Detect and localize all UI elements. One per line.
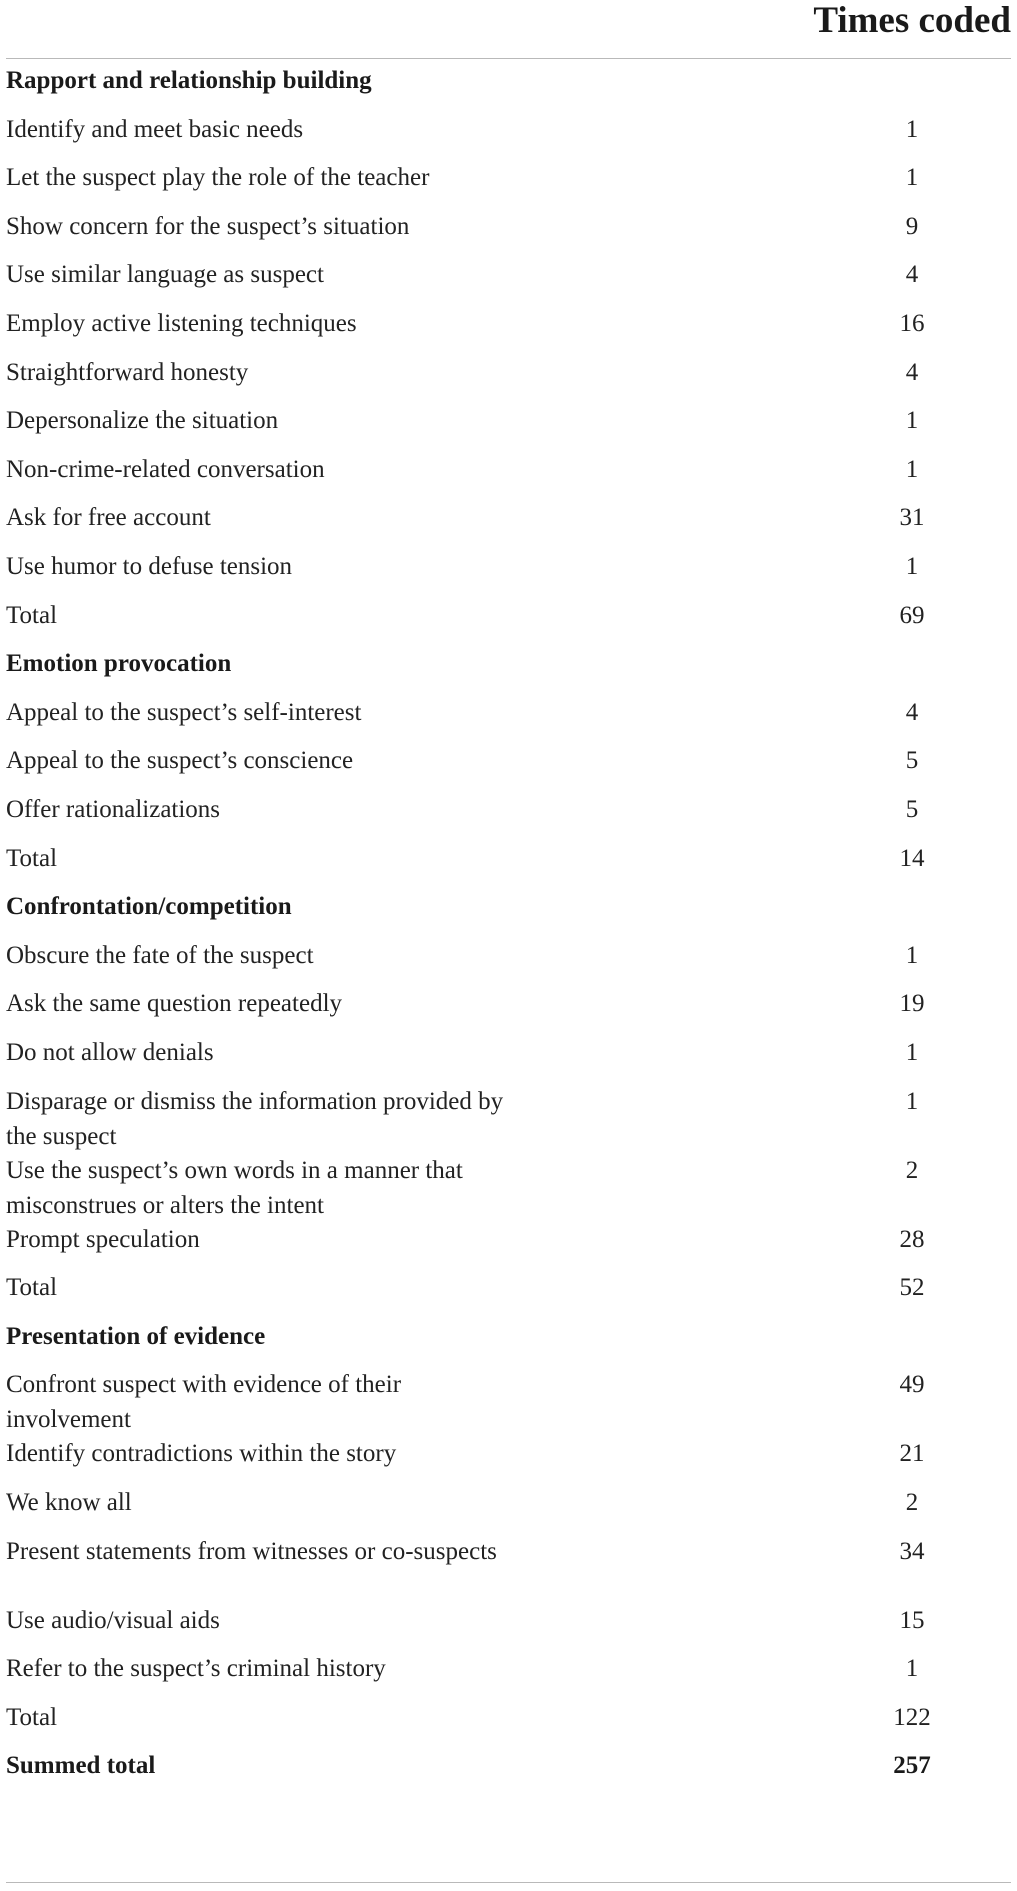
row-label: Disparage or dismiss the information provided by the suspect: [6, 1087, 504, 1150]
table-row: [0, 695, 1017, 744]
table-row: [0, 1084, 1017, 1153]
row-value: 2: [905, 1156, 919, 1184]
table-row: [0, 209, 1017, 258]
table-row: [0, 500, 1017, 549]
row-label: Refer to the suspect’s criminal history: [6, 1655, 386, 1683]
row-label: Let the suspect play the role of the teacher: [6, 164, 430, 192]
row-label: Do not allow denials: [6, 1039, 214, 1066]
row-label: Total: [6, 1703, 58, 1731]
row-value: 1: [905, 164, 919, 192]
table-row: [0, 1534, 1017, 1603]
row-label: Show concern for the suspect’s situation: [6, 212, 410, 240]
row-label: Prompt speculation: [6, 1225, 200, 1253]
table-row: [0, 1603, 1017, 1652]
row-label: Straightforward honesty: [6, 358, 249, 386]
table-row: [0, 112, 1017, 161]
table-row: [0, 1651, 1017, 1700]
section-heading: [0, 63, 1017, 112]
row-value: 14: [899, 844, 925, 872]
row-value: 4: [905, 358, 919, 386]
table-row: [0, 938, 1017, 987]
table-row: [0, 1222, 1017, 1271]
row-label: Summed total: [6, 1752, 156, 1780]
table-row: [0, 452, 1017, 501]
section-label: Rapport and relationship building: [6, 67, 372, 94]
row-label: Depersonalize the situation: [6, 407, 279, 435]
row-label: Employ active listening techniques: [6, 310, 357, 337]
table-header: [0, 0, 1017, 58]
total-row: [0, 1270, 1017, 1319]
header-rule: [6, 58, 1011, 59]
table-row: [0, 306, 1017, 355]
row-label: Use humor to defuse tension: [6, 553, 293, 580]
row-label: Confront suspect with evidence of their involvement: [6, 1371, 402, 1434]
row-label: Use the suspect’s own words in a manner that misconstrues or alters the intent: [6, 1156, 463, 1219]
row-label: Ask for free account: [6, 504, 211, 532]
row-value: 19: [899, 990, 925, 1018]
table-row: [0, 1436, 1017, 1485]
table-row: [0, 257, 1017, 306]
row-value: 122: [893, 1703, 931, 1731]
table-row: [0, 355, 1017, 404]
row-value: 1: [905, 455, 919, 483]
row-value: 1: [905, 941, 919, 969]
row-label: We know all: [6, 1489, 132, 1516]
row-value: 1: [905, 553, 919, 580]
table-row: [0, 743, 1017, 792]
row-label: Appeal to the suspect’s conscience: [6, 747, 354, 775]
row-value: 9: [905, 212, 919, 240]
row-value: 49: [899, 1371, 925, 1399]
row-value: 31: [899, 504, 925, 532]
table-row: [0, 792, 1017, 841]
row-value: 1: [905, 407, 919, 435]
row-value: 34: [899, 1537, 925, 1565]
row-value: 15: [899, 1606, 925, 1634]
table-row: [0, 403, 1017, 452]
section-heading: [0, 646, 1017, 695]
row-value: 5: [905, 796, 919, 823]
row-label: Offer rationalizations: [6, 796, 221, 823]
table-row: [0, 160, 1017, 209]
row-value: 4: [905, 261, 919, 289]
table-row: [0, 1485, 1017, 1534]
table-row: [0, 986, 1017, 1035]
row-label: Identify and meet basic needs: [6, 115, 304, 143]
table-row: [0, 1035, 1017, 1084]
section-label: Emotion provocation: [6, 650, 232, 678]
row-value: 1: [905, 115, 919, 143]
row-value: 4: [905, 698, 919, 726]
table-row: [0, 549, 1017, 598]
row-value: 21: [899, 1440, 925, 1468]
row-value: 2: [905, 1489, 919, 1516]
total-row: [0, 841, 1017, 890]
footer-rule: [6, 1882, 1011, 1883]
total-row: [0, 598, 1017, 647]
row-label: Use similar language as suspect: [6, 261, 324, 289]
row-label: Appeal to the suspect’s self-interest: [6, 698, 362, 726]
section-label: Confrontation/competition: [6, 893, 292, 921]
row-label: Total: [6, 601, 58, 629]
row-label: Total: [6, 844, 58, 872]
row-value: 28: [899, 1225, 925, 1253]
row-value: 16: [899, 310, 925, 337]
table-row: [0, 1153, 1017, 1222]
table-row: [0, 1367, 1017, 1436]
summed-total-row: [0, 1748, 1017, 1797]
total-row: [0, 1700, 1017, 1749]
row-label: Obscure the fate of the suspect: [6, 941, 314, 969]
section-heading: [0, 889, 1017, 938]
row-value: 257: [893, 1752, 931, 1780]
row-label: Ask the same question repeatedly: [6, 990, 343, 1018]
row-label: Present statements from witnesses or co-suspects: [6, 1537, 497, 1565]
row-value: 5: [905, 747, 919, 775]
row-value: 69: [899, 601, 925, 629]
row-label: Identify contradictions within the story: [6, 1440, 397, 1468]
column-header-times-coded: Times coded: [813, 0, 1011, 41]
section-heading: [0, 1319, 1017, 1368]
row-label: Non-crime-related conversation: [6, 455, 325, 483]
row-label: Use audio/visual aids: [6, 1606, 220, 1634]
row-value: 52: [899, 1274, 925, 1302]
row-label: Total: [6, 1274, 58, 1302]
row-value: 1: [905, 1087, 919, 1115]
section-label: Presentation of evidence: [6, 1322, 266, 1350]
row-value: 1: [905, 1039, 919, 1066]
row-value: 1: [905, 1655, 919, 1683]
